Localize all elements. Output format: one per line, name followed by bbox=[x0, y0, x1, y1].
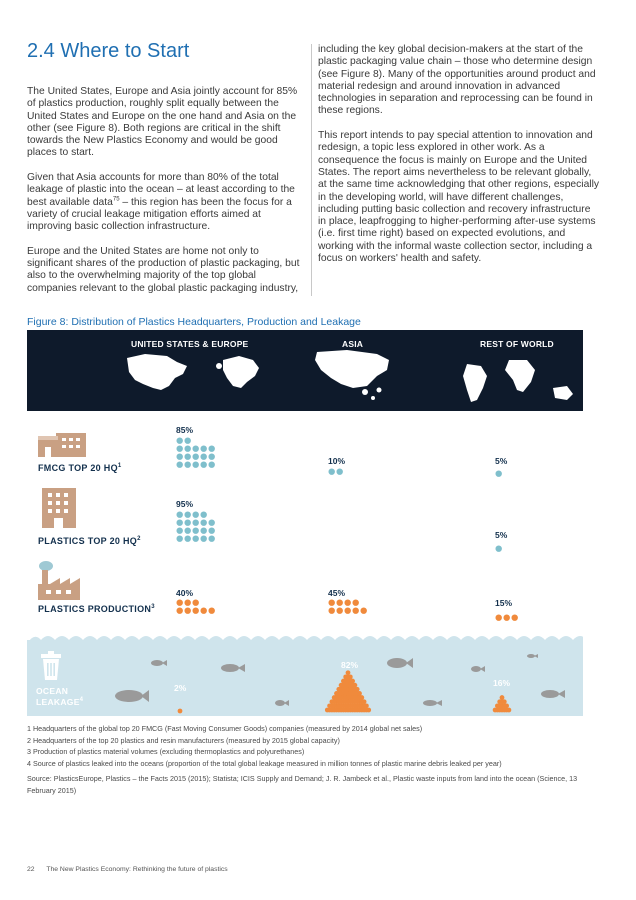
value-dot bbox=[185, 600, 191, 606]
africa-map bbox=[505, 360, 535, 392]
footnotes bbox=[27, 723, 607, 797]
value-dot bbox=[209, 446, 215, 452]
region-label-rest-of-world: REST OF WORLD bbox=[480, 339, 554, 349]
dot-group-production-asia bbox=[328, 599, 368, 620]
dot-group-fmcg-rest-of-world bbox=[495, 465, 535, 483]
value-dot bbox=[504, 615, 510, 621]
value-dot bbox=[329, 600, 335, 606]
leakage-pile-us-europe bbox=[178, 709, 183, 714]
fish-icon bbox=[541, 690, 565, 698]
leakage-dot bbox=[178, 709, 183, 714]
dot-grid bbox=[495, 545, 535, 553]
value-dot bbox=[185, 446, 191, 452]
dot-group-fmcg-us-europe bbox=[176, 437, 216, 474]
figure-title: Figure 8: Distribution of Plastics Headquarters, Production and Leakage bbox=[27, 316, 361, 328]
value-dot bbox=[185, 512, 191, 518]
value-dot bbox=[177, 438, 183, 444]
fish-icon bbox=[275, 700, 289, 706]
value-dot bbox=[177, 600, 183, 606]
value-dot bbox=[193, 608, 199, 614]
ocean-leakage-label: OCEAN LEAKAGE$^4$ bbox=[36, 686, 84, 707]
value-dot bbox=[496, 615, 502, 621]
value-dot bbox=[193, 600, 199, 606]
value-dot bbox=[177, 512, 183, 518]
value-dot bbox=[177, 446, 183, 452]
fish-icon bbox=[471, 666, 485, 672]
value-dot bbox=[185, 536, 191, 542]
value-plastics-hq-rest-of-world: 5% bbox=[495, 530, 508, 540]
value-dot bbox=[177, 520, 183, 526]
value-dot bbox=[177, 536, 183, 542]
value-dot bbox=[193, 536, 199, 542]
value-dot bbox=[329, 608, 335, 614]
paragraph: Europe and the United States are home not only to significant shares of the production of plastic packaging, but also to the overwhelming majority of the top global companies relevant to the global plastic packaging industry, bbox=[27, 245, 300, 294]
value-dot bbox=[209, 528, 215, 534]
dot-group-plastics-hq-us-europe bbox=[176, 511, 216, 548]
dot-grid bbox=[176, 437, 216, 469]
dot-group-plastics-hq-rest-of-world bbox=[495, 540, 535, 558]
paragraph: including the key global decision-makers at the start of the plastic packaging value chain – those who determine design (see Figure 8). Many of the opportunities around product and material redesign and around innovation in advanced technologies in separation and reprocessing can be found in these regions. bbox=[318, 44, 596, 117]
value-dot bbox=[201, 462, 207, 468]
leakage-dot bbox=[348, 674, 353, 679]
leakage-pile-rest-of-world bbox=[493, 695, 512, 712]
value-dot bbox=[345, 600, 351, 606]
right-column bbox=[318, 44, 600, 278]
left-column bbox=[27, 86, 305, 307]
fish-icon bbox=[527, 654, 538, 658]
page-number: 22 bbox=[27, 866, 35, 873]
leakage-dot bbox=[502, 699, 507, 704]
value-dot bbox=[193, 520, 199, 526]
value-production-asia: 45% bbox=[328, 588, 346, 598]
value-dot bbox=[512, 615, 518, 621]
value-dot bbox=[201, 528, 207, 534]
region-label-us-europe: UNITED STATES & EUROPE bbox=[131, 339, 249, 349]
value-dot bbox=[193, 528, 199, 534]
dot-grid bbox=[495, 470, 535, 478]
leakage-dot bbox=[500, 695, 505, 700]
value-dot bbox=[329, 469, 335, 475]
fish-icon bbox=[423, 700, 442, 706]
value-dot bbox=[361, 608, 367, 614]
value-dot bbox=[209, 608, 215, 614]
fish-icon bbox=[151, 660, 167, 666]
value-plastics-hq-us-europe: 95% bbox=[176, 499, 194, 509]
leakage-dot bbox=[359, 695, 364, 700]
leakage-pile-asia bbox=[325, 670, 371, 712]
dot-group-fmcg-asia bbox=[328, 463, 368, 481]
value-dot bbox=[201, 520, 207, 526]
dot-group-production-us-europe bbox=[176, 599, 216, 620]
europe-map bbox=[223, 356, 259, 388]
dot-grid bbox=[495, 614, 535, 622]
leakage-dot bbox=[507, 708, 512, 713]
value-dot bbox=[337, 608, 343, 614]
value-dot bbox=[193, 446, 199, 452]
value-dot bbox=[185, 454, 191, 460]
value-dot bbox=[185, 528, 191, 534]
footnote: 4 Source of plastics leaked into the oceans (proportion of the total global leakage measured in million tonnes of plastic marine debris leaked per year) bbox=[27, 758, 502, 768]
value-dot bbox=[496, 471, 502, 477]
value-leakage-rest-of-world: 16% bbox=[493, 678, 511, 688]
fish-icon bbox=[221, 664, 245, 672]
dot-grid bbox=[328, 468, 368, 476]
value-dot bbox=[177, 528, 183, 534]
value-dot bbox=[201, 454, 207, 460]
office-building-icon bbox=[36, 425, 88, 457]
value-dot bbox=[193, 512, 199, 518]
leakage-dot bbox=[362, 699, 367, 704]
paragraph: Given that Asia accounts for more than 80% of the total leakage of plastic into the ocean – at least according to the best available data$^{75}$ – this region has been the focus for a variety of crucial leakage mitigation efforts aimed at improving basic collection infrastructure. bbox=[27, 172, 295, 233]
fish-icon bbox=[387, 658, 413, 668]
footnote: 2 Headquarters of the top 20 plastics and resin manufacturers (measured by 2015 global capacity) bbox=[27, 735, 340, 745]
value-dot bbox=[185, 438, 191, 444]
leakage-dot bbox=[504, 703, 509, 708]
dot-grid bbox=[328, 599, 368, 615]
footnote: 1 Headquarters of the global top 20 FMCG (Fast Moving Consumer Goods) companies (measured by 2014 global net sales) bbox=[27, 724, 423, 733]
value-dot bbox=[209, 520, 215, 526]
citation-superscript: 75 bbox=[112, 196, 120, 203]
value-dot bbox=[209, 462, 215, 468]
leakage-dot bbox=[364, 703, 369, 708]
value-dot bbox=[496, 546, 502, 552]
value-dot bbox=[345, 608, 351, 614]
fish-icon bbox=[115, 690, 149, 702]
value-dot bbox=[353, 600, 359, 606]
tower-building-icon bbox=[38, 488, 80, 528]
paragraph: This report intends to pay special attention to innovation and redesign, a topic less explored in other work. As a consequence the focus is mainly on Europe and the United States. The report aims nevertheless to be relevant globally, at the same time acknowledging that other regions, especially in the developing world, will have different challenges, including putting basic collection and recovery infrastructure in place, leapfrogging to higher-performing after-use systems (i.e. first time right) based on expected evolutions, and working with the informal waste collection sector, including a focus on workers' health and safety. bbox=[318, 130, 600, 265]
dot-grid bbox=[176, 599, 216, 615]
value-dot bbox=[337, 600, 343, 606]
leakage-dot bbox=[353, 683, 358, 688]
value-leakage-asia: 82% bbox=[341, 660, 359, 670]
row-label-fmcg: FMCG TOP 20 $HQ^1$ bbox=[38, 463, 122, 473]
source-note: Source: PlasticsEurope, Plastics – the Facts 2015 (2015); Statista; ICIS Supply and Demand; J. R. Jambeck et al., Plastic waste inputs from land into the ocean (Science, 13 February 2015) bbox=[27, 774, 578, 795]
value-dot bbox=[337, 469, 343, 475]
value-dot bbox=[193, 454, 199, 460]
dot-grid bbox=[176, 511, 216, 543]
dot-group-production-rest-of-world bbox=[495, 609, 535, 627]
value-dot bbox=[353, 608, 359, 614]
row-label-plastics-production: PLASTICS PRODUCTION$^3$ bbox=[38, 604, 155, 614]
leakage-dot bbox=[357, 691, 362, 696]
section-heading: 2.4 Where to Start bbox=[27, 40, 190, 62]
factory-icon bbox=[36, 560, 82, 600]
value-dot bbox=[185, 520, 191, 526]
value-dot bbox=[201, 512, 207, 518]
leakage-dot bbox=[346, 670, 351, 675]
value-dot bbox=[177, 462, 183, 468]
value-fmcg-us-europe: 85% bbox=[176, 425, 194, 435]
value-dot bbox=[193, 462, 199, 468]
value-fmcg-asia: 10% bbox=[328, 456, 346, 466]
value-dot bbox=[201, 446, 207, 452]
value-dot bbox=[177, 608, 183, 614]
column-divider bbox=[311, 44, 312, 296]
value-production-rest-of-world: 15% bbox=[495, 598, 513, 608]
page-footer bbox=[27, 866, 238, 873]
region-label-asia: ASIA bbox=[342, 339, 364, 349]
value-dot bbox=[185, 608, 191, 614]
trash-bin-icon bbox=[41, 651, 61, 680]
north-america-map bbox=[127, 354, 187, 390]
value-leakage-us-europe: 2% bbox=[174, 683, 187, 693]
value-dot bbox=[209, 536, 215, 542]
row-label-plastics-hq: PLASTICS TOP 20 $HQ^2$ bbox=[38, 536, 141, 546]
value-dot bbox=[209, 454, 215, 460]
value-production-us-europe: 40% bbox=[176, 588, 194, 598]
value-fmcg-rest-of-world: 5% bbox=[495, 456, 508, 466]
value-dot bbox=[201, 536, 207, 542]
paragraph: The United States, Europe and Asia jointly account for 85% of plastics production, roughly split equally between the United States and Europe on the one hand and Asia on the other (see Figure 8). Both regions are critical in the shift towards the New Plastics Economy and would be good places to start. bbox=[27, 86, 298, 159]
leakage-dot bbox=[366, 708, 371, 713]
south-america-map bbox=[463, 364, 487, 402]
australia-map bbox=[553, 386, 573, 400]
value-dot bbox=[177, 454, 183, 460]
value-dot bbox=[185, 462, 191, 468]
footnote: 3 Production of plastics material volumes (excluding thermoplastics and polyurethanes) bbox=[27, 747, 305, 757]
leakage-dot bbox=[355, 687, 360, 692]
leakage-dot bbox=[350, 679, 355, 684]
value-dot bbox=[201, 608, 207, 614]
publication-title: The New Plastics Economy: Rethinking the future of plastics bbox=[46, 866, 228, 873]
asia-map bbox=[315, 350, 389, 388]
